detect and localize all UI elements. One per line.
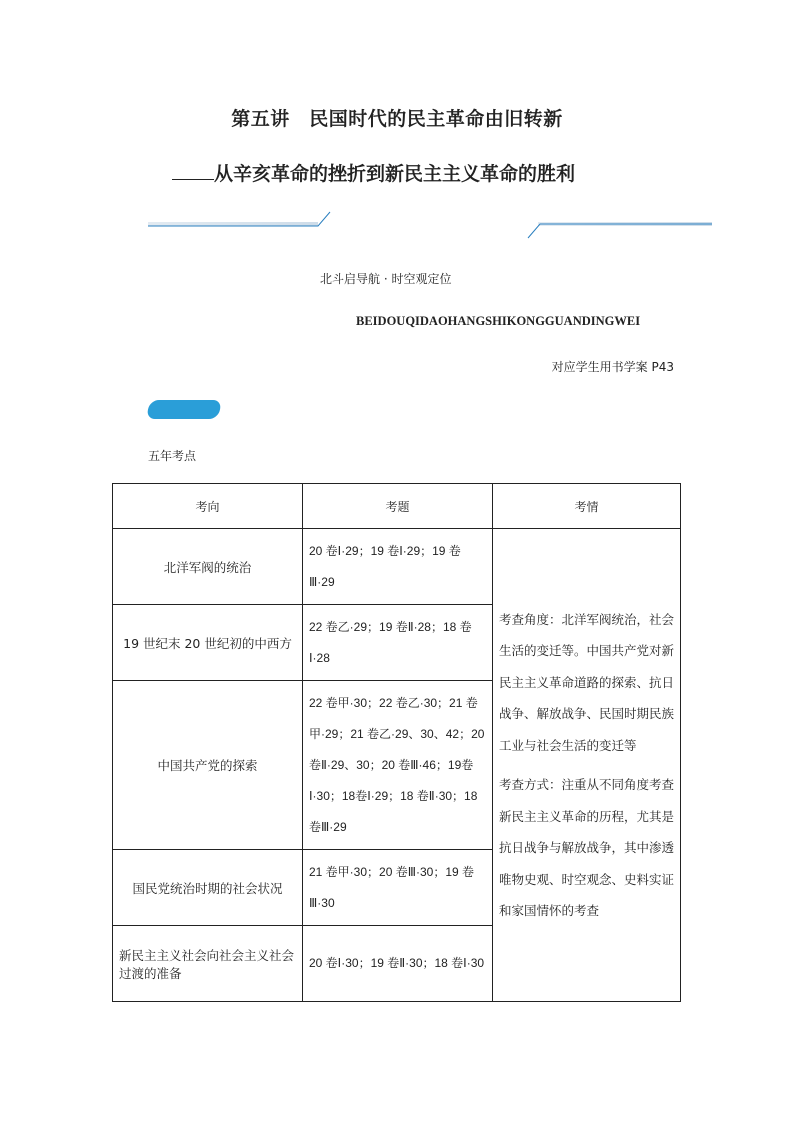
exam-cell: 21 卷甲·30；20 卷Ⅲ·30；19 卷Ⅲ·30 [303,850,493,926]
page-reference: 对应学生用书学案 P43 [551,360,674,374]
header-analysis: 考情 [493,484,681,529]
header-exam: 考题 [303,484,493,529]
title-line-1: 第五讲 民国时代的民主革命由旧转新 [231,108,563,130]
subtitle-pinyin: BEIDOUQIDAOHANGSHIKONGGUANDINGWEI [356,314,641,328]
topic-cell: 国民党统治时期的社会状况 [113,850,303,926]
exam-cell: 22 卷乙·29；19 卷Ⅱ·28；18 卷Ⅰ·28 [303,605,493,681]
topic-cell: 19 世纪末 20 世纪初的中西方 [113,605,303,681]
title-dash [172,165,214,180]
decorative-divider [148,208,712,244]
analysis-method: 考查方式：注重从不同角度考查新民主主义革命的历程，尤其是抗日战争与解放战争，其中渗透唯物史观、时空观念、史料实证和家国情怀的考查 [499,777,675,918]
exam-cell: 20 卷Ⅰ·30；19 卷Ⅱ·30；18 卷Ⅰ·30 [303,926,493,1002]
title-line-2-text: 从辛亥革命的挫折到新民主主义革命的胜利 [214,163,576,185]
section-label: 五年考点 [148,449,197,463]
table-row [113,529,681,605]
topic-cell: 新民主主义社会向社会主义社会过渡的准备 [113,926,303,1002]
exam-points-table [112,483,681,1002]
topic-cell: 中国共产党的探索 [113,681,303,850]
topic-cell: 北洋军阀的统治 [113,529,303,605]
analysis-cell [493,529,681,1002]
header-topic: 考向 [113,484,303,529]
analysis-angle: 考查角度：北洋军阀统治，社会生活的变迁等。中国共产党对新民主主义革命道路的探索、抗日战争、解放战争、民国时期民族工业与社会生活的变迁等 [499,611,675,753]
title-line-2 [172,159,575,186]
table-header-row [113,484,681,529]
section-badge [146,400,222,419]
exam-cell: 20 卷Ⅰ·29；19 卷Ⅰ·29；19 卷Ⅲ·29 [303,529,493,605]
exam-cell: 22 卷甲·30；22 卷乙·30；21 卷甲·29；21 卷乙·29、30、42；20 卷Ⅱ·29、30；20 卷Ⅲ·46；19卷Ⅰ·30；18卷Ⅰ·29；18 卷Ⅱ·30；18 卷Ⅲ·29 [303,681,493,850]
subtitle-chinese: 北斗启导航 · 时空观定位 [320,272,452,286]
